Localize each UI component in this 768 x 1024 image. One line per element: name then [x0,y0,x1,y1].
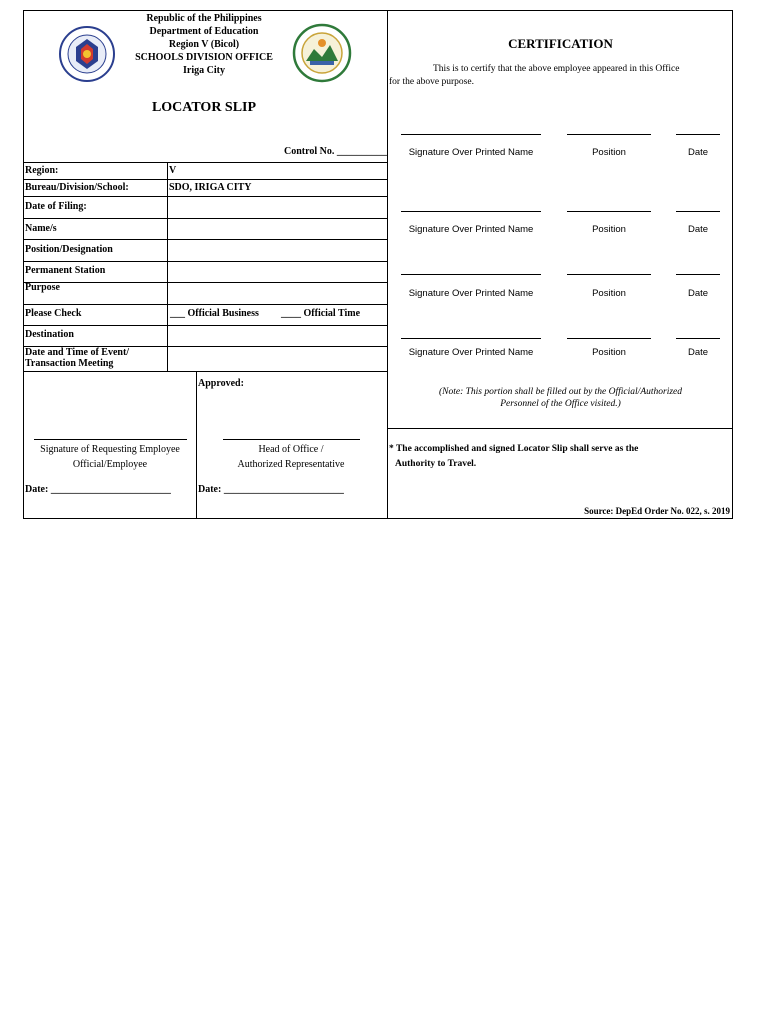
certification-title: CERTIFICATION [508,36,613,51]
field-names[interactable] [169,220,384,238]
label-event-line2: Transaction Meeting [25,358,114,369]
sig4-position-label: Position [592,347,626,358]
field-permanent-station[interactable] [169,263,384,281]
control-number: Control No. __________ [284,146,387,157]
date-left-field[interactable]: Date: ________________________ [25,484,171,495]
field-date-of-filing[interactable] [169,198,384,216]
sig2-date-label: Date [687,224,709,235]
label-destination: Destination [25,329,74,340]
header-republic: Republic of the Philippines [146,13,262,24]
label-purpose: Purpose [25,282,60,293]
sig4-date-label: Date [687,347,709,358]
sig1-date-label: Date [687,147,709,158]
checkbox-official-time[interactable]: ____ Official Time [281,308,361,319]
employee-caption-line2: Official/Employee [72,459,148,470]
sig2-position-label: Position [592,224,626,235]
label-region: Region: [25,165,59,176]
sig4-name-label: Signature Over Printed Name [408,347,534,358]
head-signature-line[interactable] [223,439,360,440]
note-line1: (Note: This portion shall be filled out by the Official/Authorized [438,387,683,397]
head-caption-line2: Authorized Representative [237,459,345,470]
field-region[interactable]: V [169,165,177,176]
locator-slip-form [23,10,733,519]
sig2-name-label: Signature Over Printed Name [408,224,534,235]
sig1-position-label: Position [592,147,626,158]
footnote [389,442,638,472]
certification-text-line2: for the above purpose. [389,77,474,87]
header-block [104,12,304,77]
field-position[interactable] [169,241,384,259]
header-department: Department of Education [149,26,259,37]
label-bureau: Bureau/Division/School: [25,182,129,193]
head-caption-line1: Head of Office / [258,444,324,455]
header-region: Region V (Bicol) [168,39,240,50]
employee-caption-line1: Signature of Requesting Employee [40,444,180,455]
certification-note [388,386,733,410]
note-line2: Personnel of the Office visited.) [500,399,621,409]
center-divider [387,11,388,519]
field-purpose[interactable] [169,284,384,302]
right-divider [387,428,733,429]
footnote-line1: * The accomplished and signed Locator Slip shall serve as the [389,444,639,454]
sig1-name-label: Signature Over Printed Name [408,147,534,158]
field-event-datetime[interactable] [169,348,384,369]
label-event-line1: Date and Time of Event/ [25,347,130,358]
header-division: SCHOOLS DIVISION OFFICE [135,52,273,63]
employee-signature-line[interactable] [34,439,187,440]
label-event-datetime [25,347,129,369]
field-destination[interactable] [169,327,384,345]
checkbox-official-business[interactable]: ___ Official Business [170,308,259,319]
label-please-check: Please Check [25,308,82,319]
label-position: Position/Designation [25,244,113,255]
page-title: LOCATOR SLIP [151,100,257,115]
certification-text-line1: This is to certify that the above employee appeared in this Office [433,64,680,74]
sig3-date-label: Date [687,288,709,299]
header-city: Iriga City [183,65,225,76]
field-bureau[interactable]: SDO, IRIGA CITY [169,182,252,193]
sig3-name-label: Signature Over Printed Name [408,288,534,299]
date-right-field[interactable]: Date: ________________________ [198,484,344,495]
source-reference: Source: DepEd Order No. 022, s. 2019 [584,506,730,516]
employee-signature-caption [24,442,196,472]
sig3-position-label: Position [592,288,626,299]
label-date-of-filing: Date of Filing: [25,201,87,212]
label-permanent-station: Permanent Station [25,265,106,276]
approved-label: Approved: [198,378,244,389]
label-names: Name/s [25,223,57,234]
footnote-line2: Authority to Travel. [395,459,477,469]
head-signature-caption [196,442,386,472]
